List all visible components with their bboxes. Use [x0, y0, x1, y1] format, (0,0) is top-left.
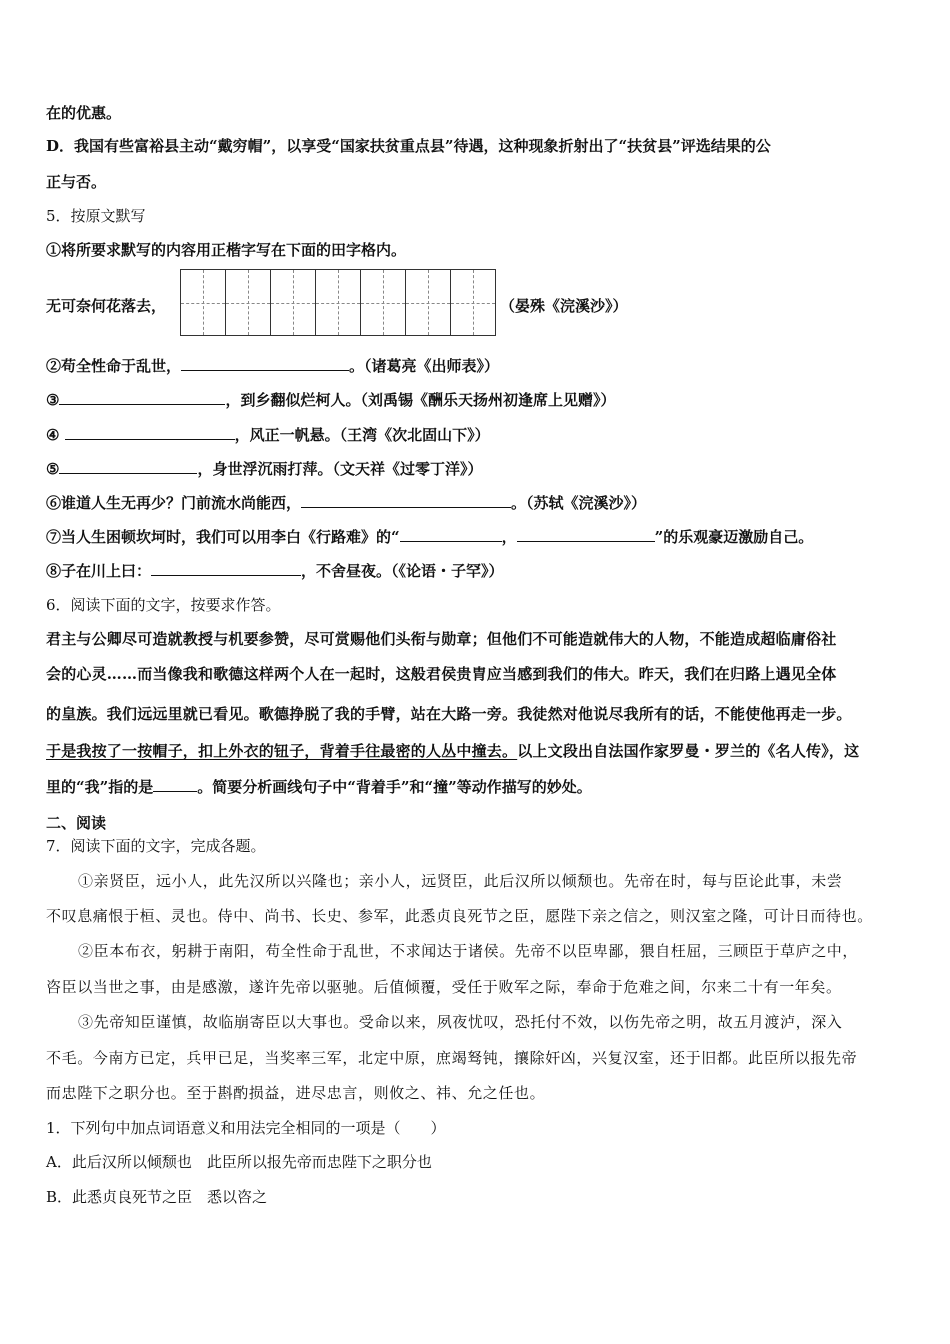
q6-question-prefix: 里的“我”指的是 — [46, 778, 154, 796]
grid-cell[interactable] — [361, 270, 406, 335]
passage-para3-line1: ③先帝知臣谨慎，故临崩寄臣以大事也。受命以来，夙夜忧叹，恐托付不效，以伤先帝之明，故五月渡泸，深入 — [78, 1013, 843, 1031]
item7-blank-2[interactable] — [517, 527, 655, 542]
item6-blank[interactable] — [301, 493, 511, 508]
grid-cell[interactable] — [226, 270, 271, 335]
grid-cell[interactable] — [406, 270, 451, 335]
item4-prefix: ④ — [46, 426, 65, 444]
q5-item3 — [46, 390, 615, 410]
q5-line1-prefix: 无可奈何花落去， — [46, 297, 167, 315]
q5-line1-source: （晏殊《浣溪沙》） — [500, 297, 628, 315]
underlined-sentence: 于是我按了一按帽子，扣上外衣的钮子，背着手往最密的人丛中撞去。 — [46, 742, 518, 760]
passage-para2-line1: ②臣本布衣，躬耕于南阳，苟全性命于乱世，不求闻达于诸侯。先帝不以臣卑鄙，猥自枉屈，三顾臣于草庐之中， — [78, 942, 859, 960]
tianzi-grid[interactable] — [180, 269, 496, 336]
q5-item4 — [46, 425, 490, 445]
item6-prefix: ⑥谁道人生无再少？门前流水尚能西， — [46, 494, 302, 512]
item3-prefix: ③ — [46, 391, 60, 409]
item8-prefix: ⑧子在川上曰： — [46, 562, 152, 580]
item6-suffix: 。（苏轼《浣溪沙》） — [511, 494, 647, 512]
item8-blank[interactable] — [151, 561, 301, 576]
q6-title: 6．阅读下面的文字，按要求作答。 — [46, 596, 281, 614]
item4-suffix: ，风正一帆悬。（王湾《次北固山下》） — [234, 426, 490, 444]
q7-option-a: A．此后汉所以倾颓也 此臣所以报先帝而忠陛下之职分也 — [46, 1153, 432, 1171]
q6-question-start: 以上文段出自法国作家罗曼・罗兰的《名人传》，这 — [517, 742, 860, 760]
q6-passage-line3: 的皇族。我们远远里就已看见。歌德挣脱了我的手臂，站在大路一旁。我徒然对他说尽我所有的话，不能使他再走一步。 — [46, 705, 852, 723]
grid-cell[interactable] — [451, 270, 495, 335]
q5-item8 — [46, 561, 504, 581]
q6-question — [46, 777, 592, 797]
q4-option-d-line2: 正与否。 — [46, 173, 107, 191]
passage-para1-line2: 不叹息痛恨于桓、灵也。侍中、尚书、长史、参军，此悉贞良死节之臣，愿陛下亲之信之，则汉室之隆，可计日而待也。 — [46, 907, 873, 925]
passage-para1-line1: ①亲贤臣，远小人，此先汉所以兴隆也；亲小人，远贤臣，此后汉所以倾颓也。先帝在时，每与臣论此事，未尝 — [78, 872, 843, 890]
grid-cell[interactable] — [316, 270, 361, 335]
item4-blank[interactable] — [65, 425, 235, 440]
item7-suffix: ”的乐观豪迈激励自己。 — [654, 528, 814, 546]
q6-question-suffix: 。简要分析画线句子中“背着手”和“撞”等动作描写的妙处。 — [197, 778, 592, 796]
q6-passage-line1: 君主与公卿尽可造就教授与机要参赞，尽可赏赐他们头衔与勋章；但他们不可能造就伟大的人物，不能造成超临庸俗社 — [46, 630, 837, 648]
passage-para3-line2: 不毛。今南方已定，兵甲已足，当奖率三军，北定中原，庶竭驽钝，攘除奸凶，兴复汉室，还于旧都。此臣所以报先帝 — [46, 1049, 858, 1067]
grid-cell[interactable] — [181, 270, 226, 335]
item7-middle: ， — [501, 528, 517, 546]
item7-blank-1[interactable] — [400, 527, 502, 542]
q7-title: 7．阅读下面的文字，完成各题。 — [46, 837, 266, 855]
passage-para2-line2: 咨臣以当世之事，由是感激，遂许先帝以驱驰。后值倾覆，受任于败军之际，奉命于危难之间，尔来二十有一年矣。 — [46, 978, 842, 996]
item5-prefix: ⑤ — [46, 460, 60, 478]
q5-item5 — [46, 459, 482, 479]
section-2-title: 二、阅读 — [46, 814, 107, 832]
q5-title: 5．按原文默写 — [46, 207, 146, 225]
q5-item2 — [46, 356, 499, 376]
passage-para3-line3: 而忠陛下之职分也。至于斟酌损益，进尽忠言，则攸之、祎、允之任也。 — [46, 1084, 546, 1102]
q4-option-c-tail: 在的优惠。 — [46, 104, 122, 122]
item3-suffix: ，到乡翻似烂柯人。（刘禹锡《酬乐天扬州初逢席上见赠》） — [225, 391, 616, 409]
q7-subquestion-1: 1．下列句中加点词语意义和用法完全相同的一项是（ ） — [46, 1119, 446, 1137]
q5-item7 — [46, 527, 813, 547]
q6-answer-blank[interactable] — [153, 777, 197, 792]
item2-prefix: ②苟全性命于乱世， — [46, 357, 182, 375]
item5-suffix: ，身世浮沉雨打萍。（文天祥《过零丁洋》） — [197, 460, 483, 478]
item2-blank[interactable] — [181, 356, 349, 371]
item3-blank[interactable] — [59, 390, 225, 405]
item8-suffix: ，不舍昼夜。（《论语・子罕》） — [301, 562, 504, 580]
q5-item6 — [46, 493, 646, 513]
q4-option-d-line1: D．我国有些富裕县主动“戴穷帽”，以享受“国家扶贫重点县”待遇，这种现象折射出了“扶贫县”评选结果的公 — [46, 137, 771, 155]
item5-blank[interactable] — [59, 459, 197, 474]
q6-passage-line4 — [46, 741, 859, 761]
item2-suffix: 。（诸葛亮《出师表》） — [349, 357, 500, 375]
item7-prefix: ⑦当人生困顿坎坷时，我们可以用李白《行路难》的“ — [46, 528, 400, 546]
q7-option-b: B．此悉贞良死节之臣 悉以咨之 — [46, 1188, 268, 1206]
q5-instruction: ①将所要求默写的内容用正楷字写在下面的田字格内。 — [46, 241, 407, 259]
grid-cell[interactable] — [271, 270, 316, 335]
q6-passage-line2: 会的心灵……而当像我和歌德这样两个人在一起时，这般君侯贵胄应当感到我们的伟大。昨天，我们在归路上遇见全体 — [46, 665, 837, 683]
